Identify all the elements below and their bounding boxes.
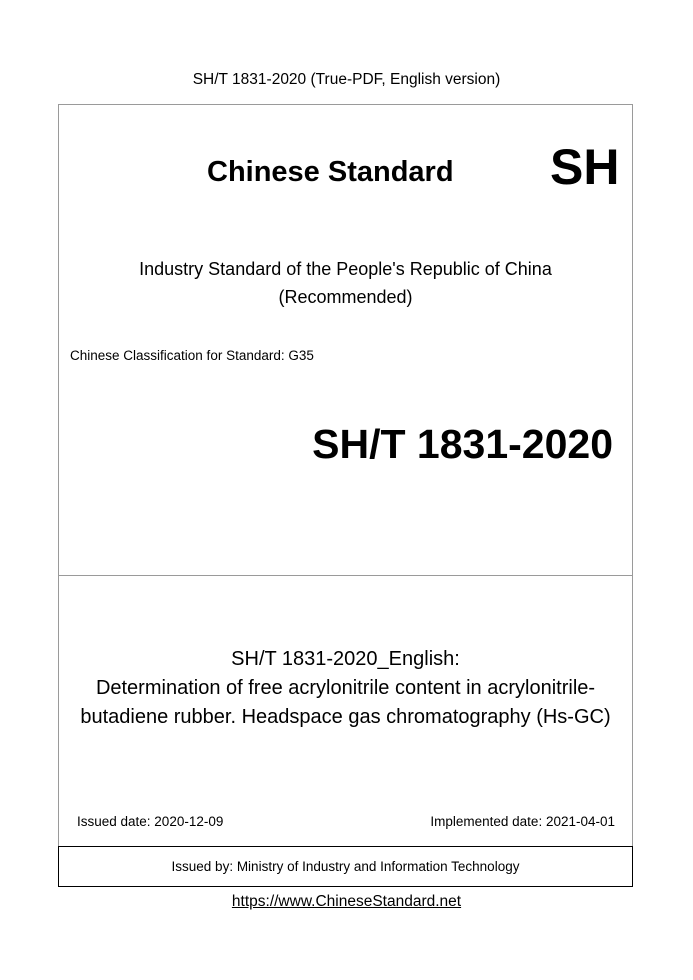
issuer-box [58, 846, 633, 887]
footer [0, 893, 693, 911]
issued-date: Issued date: 2020-12-09 [77, 814, 224, 829]
industry-line-1: Industry Standard of the People's Republic of China [139, 259, 552, 279]
website-link[interactable]: https://www.ChineseStandard.net [231, 893, 462, 910]
implemented-date: Implemented date: 2021-04-01 [430, 814, 615, 829]
document-title-line-1: SH/T 1831-2020_English: [231, 648, 460, 670]
document-title-line-3: butadiene rubber. Headspace gas chromatography (Hs-GC) [80, 706, 611, 728]
standard-code: SH/T 1831-2020 [312, 421, 613, 467]
issuer-text: Issued by: Ministry of Industry and Information Technology [171, 859, 520, 874]
document-title-line-2: Determination of free acrylonitrile content in acrylonitrile- [95, 677, 596, 699]
document-header-title: SH/T 1831-2020 (True-PDF, English version) [192, 71, 501, 88]
standard-heading: Chinese Standard [207, 156, 454, 188]
classification-text: Chinese Classification for Standard: G35 [70, 348, 314, 363]
industry-line-2: (Recommended) [278, 287, 413, 307]
standard-mark: SH [550, 139, 620, 195]
